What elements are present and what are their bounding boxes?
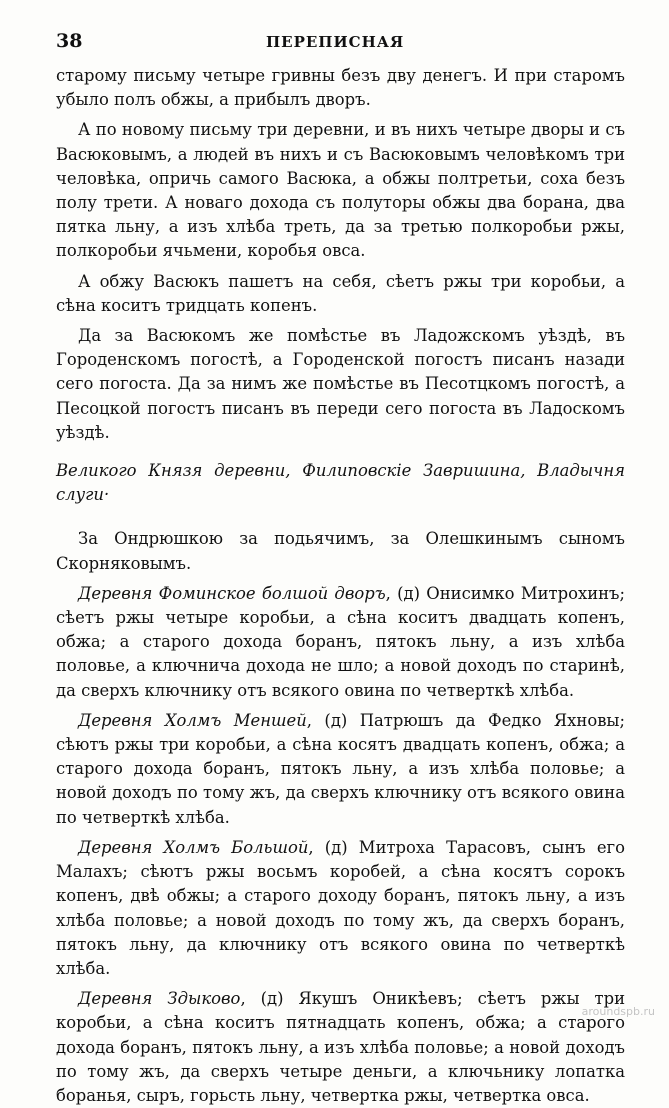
village-name: Деревня Холмъ Меншей xyxy=(78,710,307,730)
page-header xyxy=(56,30,625,64)
village-name: Деревня Фоминское болшой дворъ xyxy=(78,583,386,603)
section-heading: Великого Князя деревни, Филиповскiе Завришина, Владычня слуги· xyxy=(56,461,625,505)
paragraph: За Ондрюшкою за подьячимъ, за Олешкинымъ сыномъ Скорняковымъ. xyxy=(56,529,625,573)
village-entry: Деревня Фоминское болшой дворъ, (д) Онисимко Митрохинъ; сѣетъ ржы четыре коробьи, а сѣна коситъ двадцать копенъ, обжа; а старого дохода боранъ, пятокъ льну, а изъ хлѣба половье, а ключнича дохода не шло; а новой доходъ по старинѣ, да сверхъ ключнику отъ всякого овина по четверткѣ хлѣба. xyxy=(56,583,625,700)
village-name: Деревня Холмъ Большой xyxy=(78,837,309,857)
paragraph: А обжу Васюкъ пашетъ на себя, сѣетъ ржы три коробьи, а сѣна коситъ тридцать копенъ. xyxy=(56,271,625,315)
paragraph: Да за Васюкомъ же помѣстье въ Ладожскомъ уѣздѣ, въ Городенскомъ погостѣ, а Городенской погостъ писанъ назади сего погоста. Да за нимъ же помѣстье въ Песотцкомъ погостѣ, а Песоцкой погостъ писанъ въ переди сего погоста въ Ладоскомъ уѣздѣ. xyxy=(56,326,625,442)
village-entry: Деревня Холмъ Большой, (д) Митроха Тарасовъ, сынъ его Малахъ; сѣютъ ржы восьмъ коробей, а сѣна косятъ сорокъ копенъ, двѣ обжы; а старого доходу боранъ, пятокъ льну, а изъ хлѣба половье; а новой доходъ по тому жъ, да сверхъ боранъ, пятокъ льну, да ключнику отъ всякого овина по четверткѣ хлѣба. xyxy=(56,837,625,978)
village-entry: Деревня Холмъ Меншей, (д) Патрюшъ да Федко Яхновы; сѣютъ ржы три коробьи, а сѣна косятъ двадцать копенъ, обжа; а старого дохода боранъ, пятокъ льну, а изъ хлѣба половье; а новой доходъ по тому жъ, да сверхъ ключнику отъ всякого овина по четверткѣ хлѣба. xyxy=(56,710,625,827)
watermark: aroundspb.ru xyxy=(581,1005,655,1018)
page-number: 38 xyxy=(56,30,83,52)
body-text xyxy=(56,64,625,1108)
running-title: ПЕРЕПИСНАЯ xyxy=(266,33,405,51)
paragraph: А по новому письму три деревни, и въ нихъ четыре дворы и съ Васюковымъ, а людей въ нихъ и съ Васюковымъ человѣкомъ три человѣка, опричь самого Васюка, а обжы полтретьи, соха безъ полу трети. А новаго дохода съ полуторы обжы два борана, два пятка льну, а изъ хлѣба треть, да за третью полкоробьи ржы, полкоробьи ячьмени, коробья овса. xyxy=(56,120,625,261)
village-name: Деревня Здыково xyxy=(78,989,241,1009)
paragraph: старому письму четыре гривны безъ дву денегъ. И при старомъ убыло полъ обжы, а прибылъ дворъ. xyxy=(56,66,625,110)
village-entry: Деревня Здыково, (д) Якушъ Оникѣевъ; сѣетъ ржы три коробьи, а сѣна коситъ пятнадцать копенъ, обжа; а старого дохода боранъ, пятокъ льну, а изъ хлѣба половье; а новой доходъ по тому жъ, да сверхъ четыре деньги, а ключьнику лопатка боранья, сыръ, горьсть льну, четвертка ржы, четвертка овса. xyxy=(56,989,626,1105)
